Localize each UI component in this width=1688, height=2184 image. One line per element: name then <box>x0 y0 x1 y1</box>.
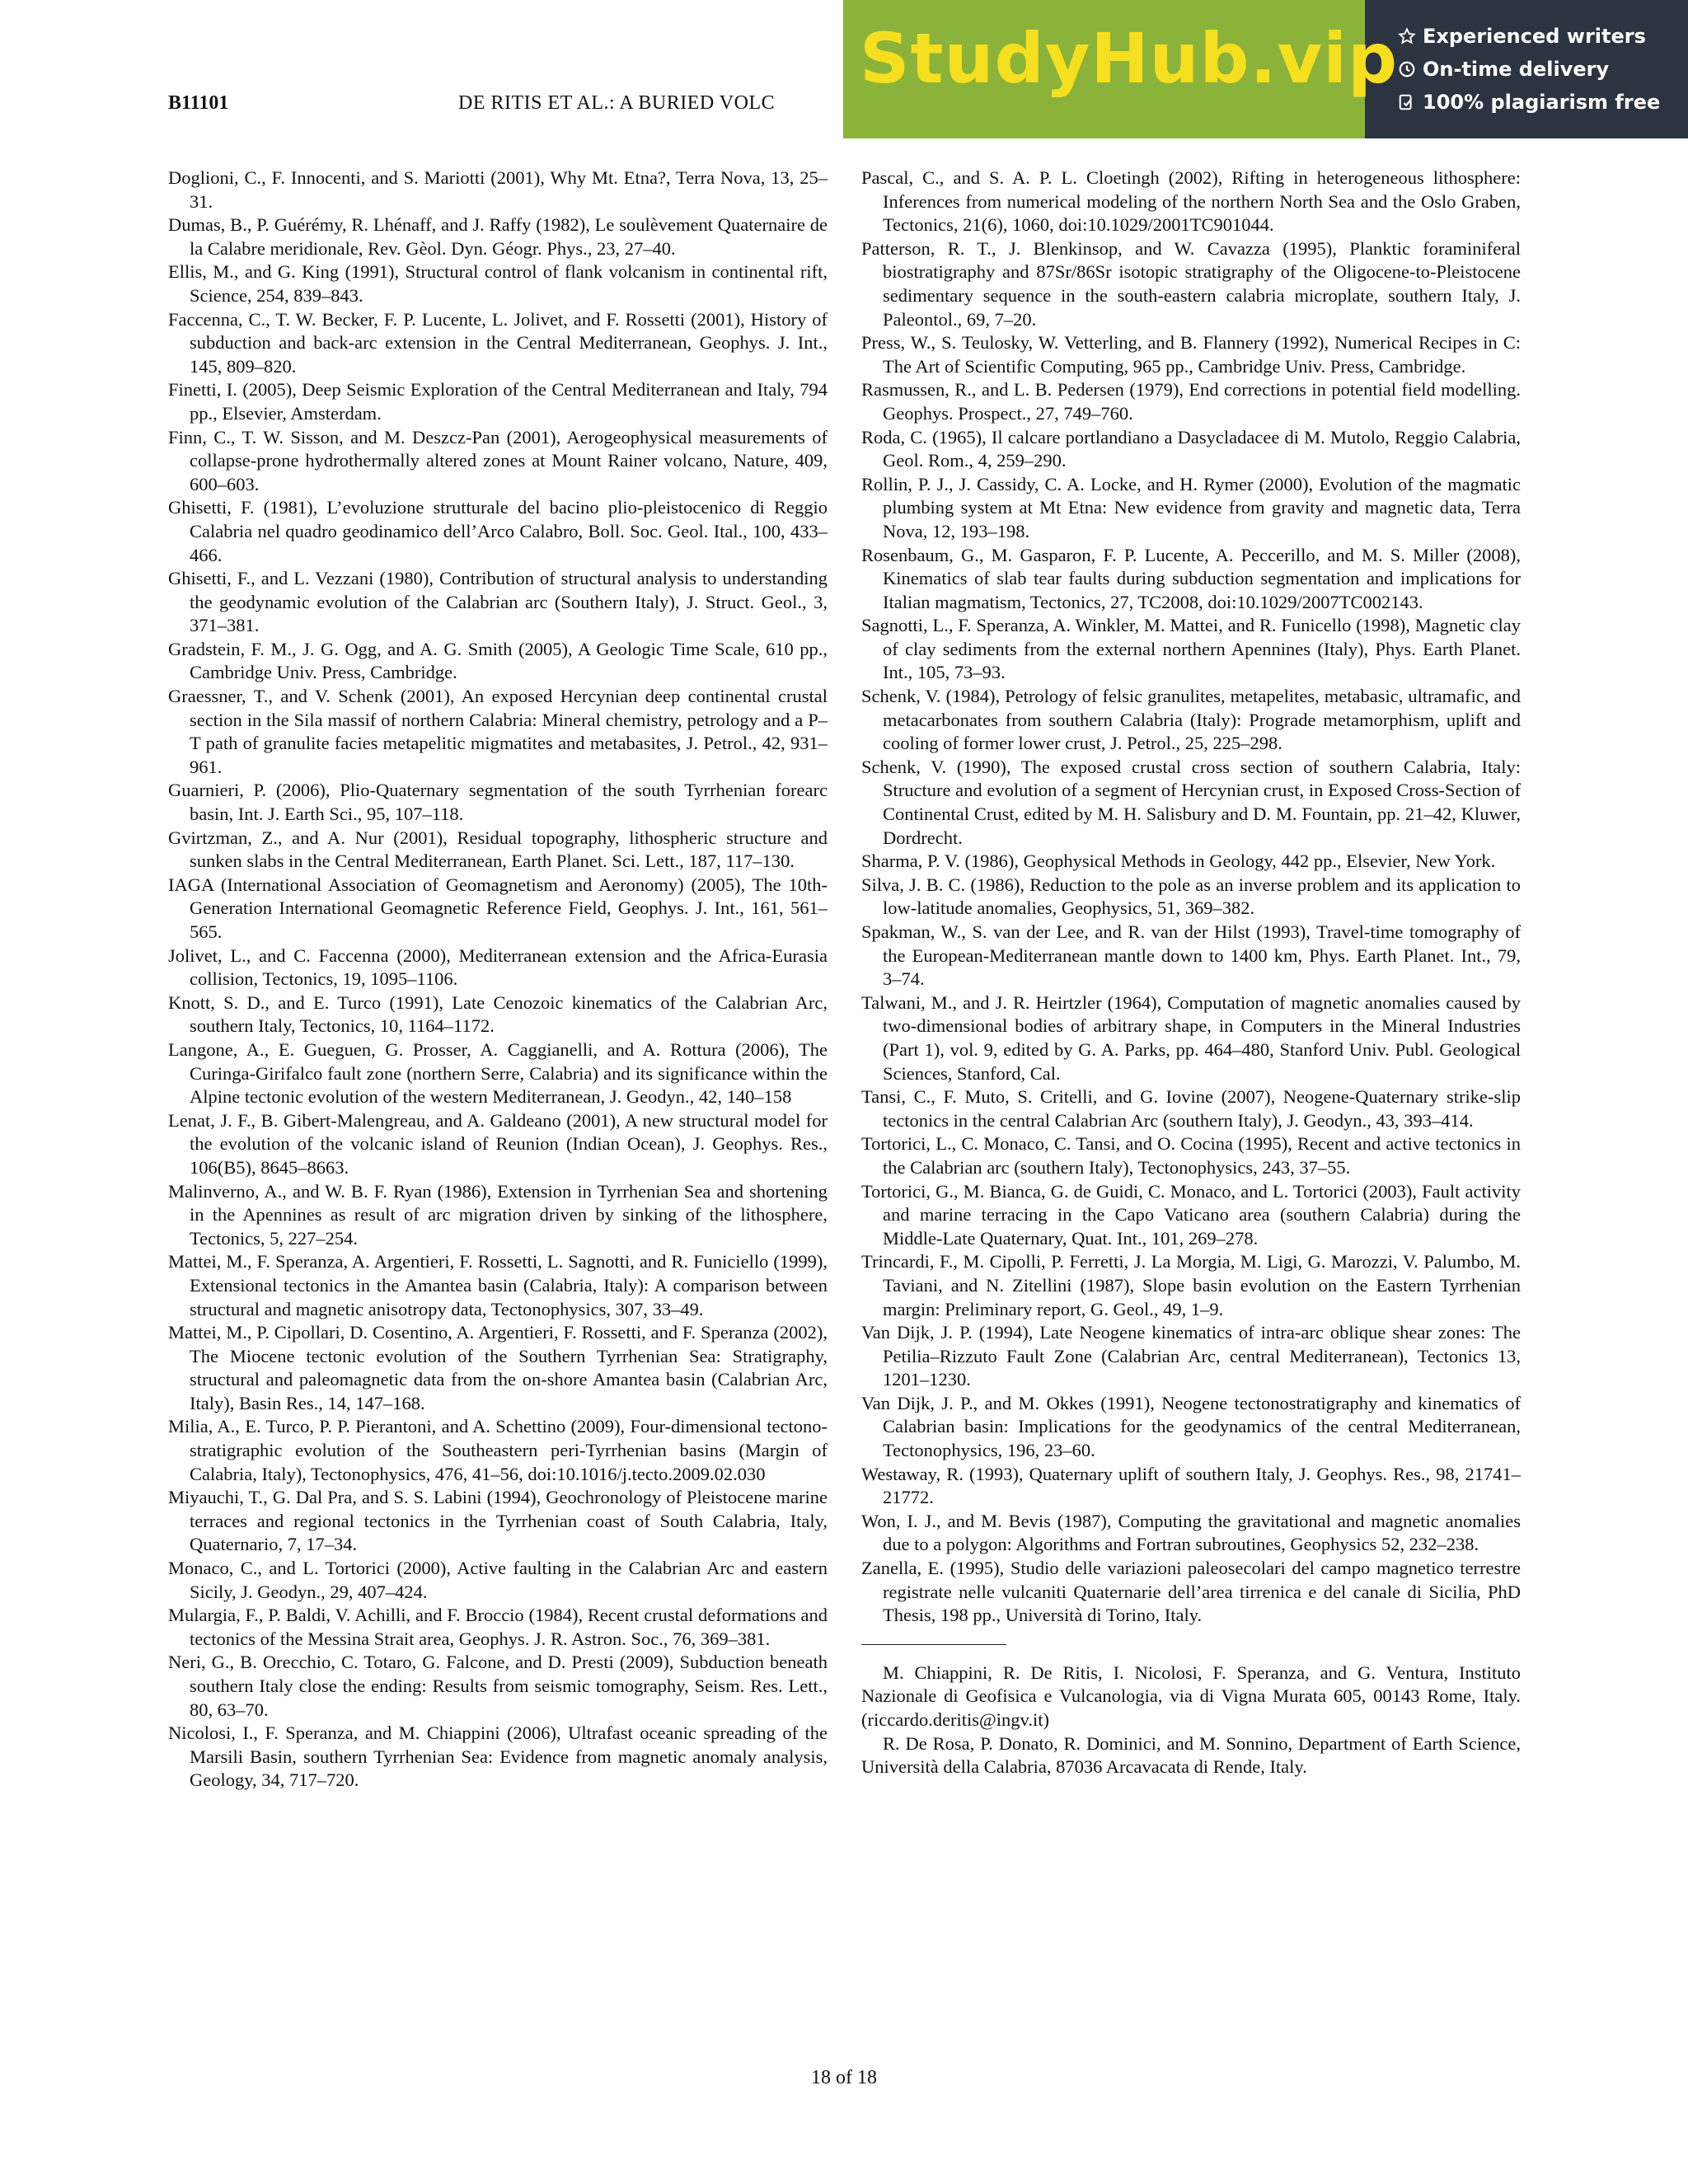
reference-entry: Mattei, M., P. Cipollari, D. Cosentino, A. Argentieri, F. Rossetti, and F. Speranza (2002), The Miocene tectonic evolution of the Southern Tyrrhenian Sea: Stratigraphy, structural and paleomagnetic data from the on-shore Amantea basin (Calabrian Arc, Italy), Basin Res., 14, 147–168. <box>168 1322 828 1413</box>
reference-entry: Rosenbaum, G., M. Gasparon, F. P. Lucente, A. Peccerillo, and M. S. Miller (2008), Kinematics of slab tear faults during subduction segmentation and implications for Italian magmatism, Tectonics, 27, TC2008, doi:10.1029/2007TC002143. <box>861 544 1521 612</box>
brand-logo-text[interactable]: StudyHub.vip <box>860 18 1399 99</box>
ad-banner[interactable] <box>843 0 1688 138</box>
reference-entry: Tortorici, G., M. Bianca, G. de Guidi, C. Monaco, and L. Tortorici (2003), Fault activity and marine terracing in the Capo Vaticano area (southern Calabria) during the Middle-Late Quaternary, Quat. Int., 101, 269–278. <box>861 1180 1521 1249</box>
reference-entry: Malinverno, A., and W. B. F. Ryan (1986), Extension in Tyrrhenian Sea and shortening in the Apennines as result of arc migration driven by sinking of the lithosphere, Tectonics, 5, 227–254. <box>168 1180 828 1249</box>
reference-entry: Sharma, P. V. (1986), Geophysical Methods in Geology, 442 pp., Elsevier, New York. <box>861 851 1496 872</box>
reference-entry: Miyauchi, T., G. Dal Pra, and S. S. Labini (1994), Geochronology of Pleistocene marine terraces and regional tectonics in the Tyrrhenian coast of South Calabria, Italy, Quaternario, 7, 17–34. <box>168 1487 828 1555</box>
reference-entry: Tansi, C., F. Muto, S. Critelli, and G. Iovine (2007), Neogene-Quaternary strike-slip tectonics in the central Calabrian Arc (southern Italy), J. Geodyn., 43, 393–414. <box>861 1086 1521 1131</box>
reference-entry: Van Dijk, J. P. (1994), Late Neogene kinematics of intra-arc oblique shear zones: The Petilia–Rizzuto Fault Zone (Calabrian Arc, central Mediterranean), Tectonics 13, 1201–1230. <box>861 1322 1521 1390</box>
reference-entry: Spakman, W., S. van der Lee, and R. van der Hilst (1993), Travel-time tomography of the European-Mediterranean mantle down to 1400 km, Phys. Earth Planet. Int., 79, 3–74. <box>861 921 1521 990</box>
reference-entry: Dumas, B., P. Guérémy, R. Lhénaff, and J. Raffy (1982), Le soulèvement Quaternaire de la Calabre meridionale, Rev. Gèol. Dyn. Géogr. Phys., 23, 27–40. <box>168 214 828 259</box>
brand-panel[interactable] <box>843 0 1399 138</box>
page-number: 18 of 18 <box>811 2067 877 2088</box>
reference-entry: Milia, A., E. Turco, P. P. Pierantoni, and A. Schettino (2009), Four-dimensional tectono-stratigraphic evolution of the Southeastern peri-Tyrrhenian basins (Margin of Calabria, Italy), Tectonophysics, 476, 41–56, doi:10.1016/j.tecto.2009.02.030 <box>168 1416 828 1484</box>
reference-entry: Won, I. J., and M. Bevis (1987), Computing the gravitational and magnetic anomalies due to a polygon: Algorithms and Fortran subroutines, Geophysics 52, 232–238. <box>861 1510 1521 1555</box>
reference-entry: Finetti, I. (2005), Deep Seismic Exploration of the Central Mediterranean and Italy, 794 pp., Elsevier, Amsterdam. <box>168 379 828 424</box>
reference-entry: Knott, S. D., and E. Turco (1991), Late Cenozoic kinematics of the Calabrian Arc, southern Italy, Tectonics, 10, 1164–1172. <box>168 991 828 1037</box>
feature-label: Experienced writers <box>1423 25 1646 48</box>
reference-entry: Ghisetti, F. (1981), L’evoluzione strutturale del bacino plio-pleistocenico di Reggio Calabria nel quadro geodinamico dell’Arco Calabro, Boll. Soc. Geol. Ital., 100, 433–466. <box>168 497 828 565</box>
reference-entry: Tortorici, L., C. Monaco, C. Tansi, and O. Cocina (1995), Recent and active tectonics in the Calabrian arc (southern Italy), Tectonophysics, 243, 37–55. <box>861 1133 1521 1178</box>
reference-entry: Zanella, E. (1995), Studio delle variazioni paleosecolari del campo magnetico terrestre registrate nelle vulcaniti Quaternarie dell’area tirrenica e del canale di Sicilia, PhD Thesis, 198 pp., Università di Torino, Italy. <box>861 1558 1521 1626</box>
reference-entry: Lenat, J. F., B. Gibert-Malengreau, and A. Galdeano (2001), A new structural model for the evolution of the volcanic island of Reunion (Indian Ocean), J. Geophys. Res., 106(B5), 8645–8663. <box>168 1109 828 1178</box>
clock-icon <box>1398 60 1416 78</box>
feature-item <box>1398 20 1688 53</box>
reference-entry: Van Dijk, J. P., and M. Okkes (1991), Neogene tectonostratigraphy and kinematics of Calabrian basin: Implications for the geodynamics of the central Mediterranean, Tectonophysics, 196, 23–60. <box>861 1392 1521 1461</box>
reference-entry: IAGA (International Association of Geomagnetism and Aeronomy) (2005), The 10th-Generation International Geomagnetic Reference Field, Geophys. J. Int., 161, 561–565. <box>168 874 828 942</box>
reference-entry: Nicolosi, I., F. Speranza, and M. Chiappini (2006), Ultrafast oceanic spreading of the Marsili Basin, southern Tyrrhenian Sea: Evidence from magnetic anomaly analysis, Geology, 34, 717–720. <box>168 1722 828 1791</box>
reference-entry: Westaway, R. (1993), Quaternary uplift of southern Italy, J. Geophys. Res., 98, 21741–21772. <box>861 1463 1521 1508</box>
reference-entry: Trincardi, F., M. Cipolli, P. Ferretti, J. La Morgia, M. Ligi, G. Marozzi, V. Palumbo, M. Taviani, and N. Zitellini (1987), Slope basin evolution on the Eastern Tyrrhenian margin: Preliminary report, G. Geol., 49, 1–9. <box>861 1251 1521 1319</box>
running-title: DE RITIS ET AL.: A BURIED VOLC <box>458 92 776 114</box>
reference-entry: Gradstein, F. M., J. G. Ogg, and A. G. Smith (2005), A Geologic Time Scale, 610 pp., Cambridge Univ. Press, Cambridge. <box>168 638 828 683</box>
reference-entry: Faccenna, C., T. W. Becker, F. P. Lucente, L. Jolivet, and F. Rossetti (2001), History of subduction and back-arc extension in the Central Mediterranean, Geophys. J. Int., 145, 809–820. <box>168 308 828 377</box>
reference-entry: Doglioni, C., F. Innocenti, and S. Mariotti (2001), Why Mt. Etna?, Terra Nova, 13, 25–31. <box>168 167 828 212</box>
reference-entry: Mattei, M., F. Speranza, A. Argentieri, F. Rossetti, L. Sagnotti, and R. Funiciello (1999), Extensional tectonics in the Amantea basin (Calabria, Italy): A comparison between structural and magnetic anisotropy data, Tectonophysics, 307, 33–49. <box>168 1251 828 1319</box>
star-icon <box>1398 27 1416 45</box>
feature-label: 100% plagiarism free <box>1423 91 1661 114</box>
reference-entry: Guarnieri, P. (2006), Plio-Quaternary segmentation of the south Tyrrhenian forearc basin, Int. J. Earth Sci., 95, 107–118. <box>168 780 828 825</box>
reference-entry: Gvirtzman, Z., and A. Nur (2001), Residual topography, lithospheric structure and sunken slabs in the Central Mediterranean, Earth Planet. Sci. Lett., 187, 117–130. <box>168 827 828 872</box>
reference-entry: Monaco, C., and L. Tortorici (2000), Active faulting in the Calabrian Arc and eastern Sicily, J. Geodyn., 29, 407–424. <box>168 1558 828 1602</box>
reference-entry: Graessner, T., and V. Schenk (2001), An exposed Hercynian deep continental crustal section in the Sila massif of northern Calabria: Mineral chemistry, petrology and a P–T path of granulite facies metapelitic migmatites and metabasites, J. Petrol., 42, 931–961. <box>168 686 828 777</box>
reference-entry: Rasmussen, R., and L. B. Pedersen (1979), End corrections in potential field modelling. Geophys. Prospect., 27, 749–760. <box>861 379 1521 424</box>
feature-label: On-time delivery <box>1423 58 1610 81</box>
reference-entry: Roda, C. (1965), Il calcare portlandiano a Dasycladacee di M. Mutolo, Reggio Calabria, Geol. Rom., 4, 259–290. <box>861 426 1521 471</box>
reference-entry: Mulargia, F., P. Baldi, V. Achilli, and F. Broccio (1984), Recent crustal deformations and tectonics of the Messina Strait area, Geophys. J. R. Astron. Soc., 76, 369–381. <box>168 1605 828 1649</box>
references-left-column <box>168 166 828 1793</box>
reference-entry: Jolivet, L., and C. Faccenna (2000), Mediterranean extension and the Africa-Eurasia collision, Tectonics, 19, 1095–1106. <box>168 944 828 990</box>
reference-entry: Rollin, P. J., J. Cassidy, C. A. Locke, and H. Rymer (2000), Evolution of the magmatic plumbing system at Mt Etna: New evidence from gravity and magnetic data, Terra Nova, 12, 193–198. <box>861 473 1521 541</box>
reference-entry: Schenk, V. (1984), Petrology of felsic granulites, metapelites, metabasic, ultramafic, and metacarbonates from southern Calabria (Italy): Prograde metamorphism, uplift and cooling of former lower crust, J. Petrol., 25, 225–298. <box>861 686 1521 754</box>
article-id: B11101 <box>168 92 229 114</box>
feature-item <box>1398 86 1688 119</box>
reference-entry: Talwani, M., and J. R. Heirtzler (1964), Computation of magnetic anomalies caused by two-dimensional bodies of arbitrary shape, in Computers in the Mineral Industries (Part 1), vol. 9, edited by G. A. Parks, pp. 464–480, Stanford Univ. Publ. Geological Sciences, Stanford, Cal. <box>861 991 1521 1084</box>
reference-entry: Finn, C., T. W. Sisson, and M. Deszcz-Pan (2001), Aerogeophysical measurements of collapse-prone hydrothermally altered zones at Mount Rainer volcano, Nature, 409, 600–603. <box>168 426 828 494</box>
reference-entry: Langone, A., E. Gueguen, G. Prosser, A. Caggianelli, and A. Rottura (2006), The Curinga-Girifalco fault zone (northern Serre, Calabria) and its significance within the Alpine tectonic evolution of the western Mediterranean, J. Geodyn., 42, 140–158 <box>168 1038 828 1108</box>
author-affiliation: R. De Rosa, P. Donato, R. Dominici, and M. Sonnino, Department of Earth Science, Università della Calabria, 87036 Arcavacata di Rende, Italy. <box>861 1732 1521 1778</box>
features-panel <box>1365 0 1688 138</box>
reference-entry: Neri, G., B. Orecchio, C. Totaro, G. Falcone, and D. Presti (2009), Subduction beneath southern Italy close the ending: Results from seismic tomography, Seism. Res. Lett., 80, 63–70. <box>168 1652 828 1720</box>
reference-entry: Pascal, C., and S. A. P. L. Cloetingh (2002), Rifting in heterogeneous lithosphere: Inferences from numerical modeling of the northern North Sea and the Oslo Graben, Tectonics, 21(6), 1060, doi:10.1029/2001TC901044. <box>861 167 1521 236</box>
document-check-icon <box>1398 93 1416 111</box>
reference-entry: Ghisetti, F., and L. Vezzani (1980), Contribution of structural analysis to understanding the geodynamic evolution of the Calabrian arc (Southern Italy), J. Struct. Geol., 3, 371–381. <box>168 568 828 636</box>
feature-item <box>1398 53 1688 86</box>
references-right-column <box>861 166 1521 1779</box>
reference-entry: Press, W., S. Teulosky, W. Vetterling, and B. Flannery (1992), Numerical Recipes in C: The Art of Scientific Computing, 965 pp., Cambridge Univ. Press, Cambridge. <box>861 332 1521 377</box>
reference-entry: Ellis, M., and G. King (1991), Structural control of flank volcanism in continental rift, Science, 254, 839–843. <box>168 261 828 306</box>
reference-entry: Sagnotti, L., F. Speranza, A. Winkler, M. Mattei, and R. Funicello (1998), Magnetic clay of clay sediments from the external northern Apennines (Italy), Phys. Earth Planet. Int., 105, 73–93. <box>861 615 1521 683</box>
footnote-rule <box>861 1644 1006 1645</box>
author-affiliation: M. Chiappini, R. De Ritis, I. Nicolosi, F. Speranza, and G. Ventura, Instituto Nazionale di Geofisica e Vulcanologia, via di Vigna Murata 605, 00143 Rome, Italy. (riccardo.deritis@ingv.it) <box>861 1661 1521 1730</box>
reference-entry: Silva, J. B. C. (1986), Reduction to the pole as an inverse problem and its application to low-latitude anomalies, Geophysics, 51, 369–382. <box>861 874 1521 919</box>
reference-entry: Schenk, V. (1990), The exposed crustal cross section of southern Calabria, Italy: Structure and evolution of a segment of Hercynian crust, in Exposed Cross-Section of Continental Crust, edited by M. H. Salisbury and D. M. Fountain, pp. 21–42, Kluwer, Dordrecht. <box>861 756 1521 848</box>
reference-entry: Patterson, R. T., J. Blenkinsop, and W. Cavazza (1995), Planktic foraminiferal biostratigraphy and 87Sr/86Sr isotopic stratigraphy of the Oligocene-to-Pleistocene sedimentary sequence in the south-eastern calabria microplate, southern Italy, J. Paleontol., 69, 7–20. <box>861 237 1521 330</box>
